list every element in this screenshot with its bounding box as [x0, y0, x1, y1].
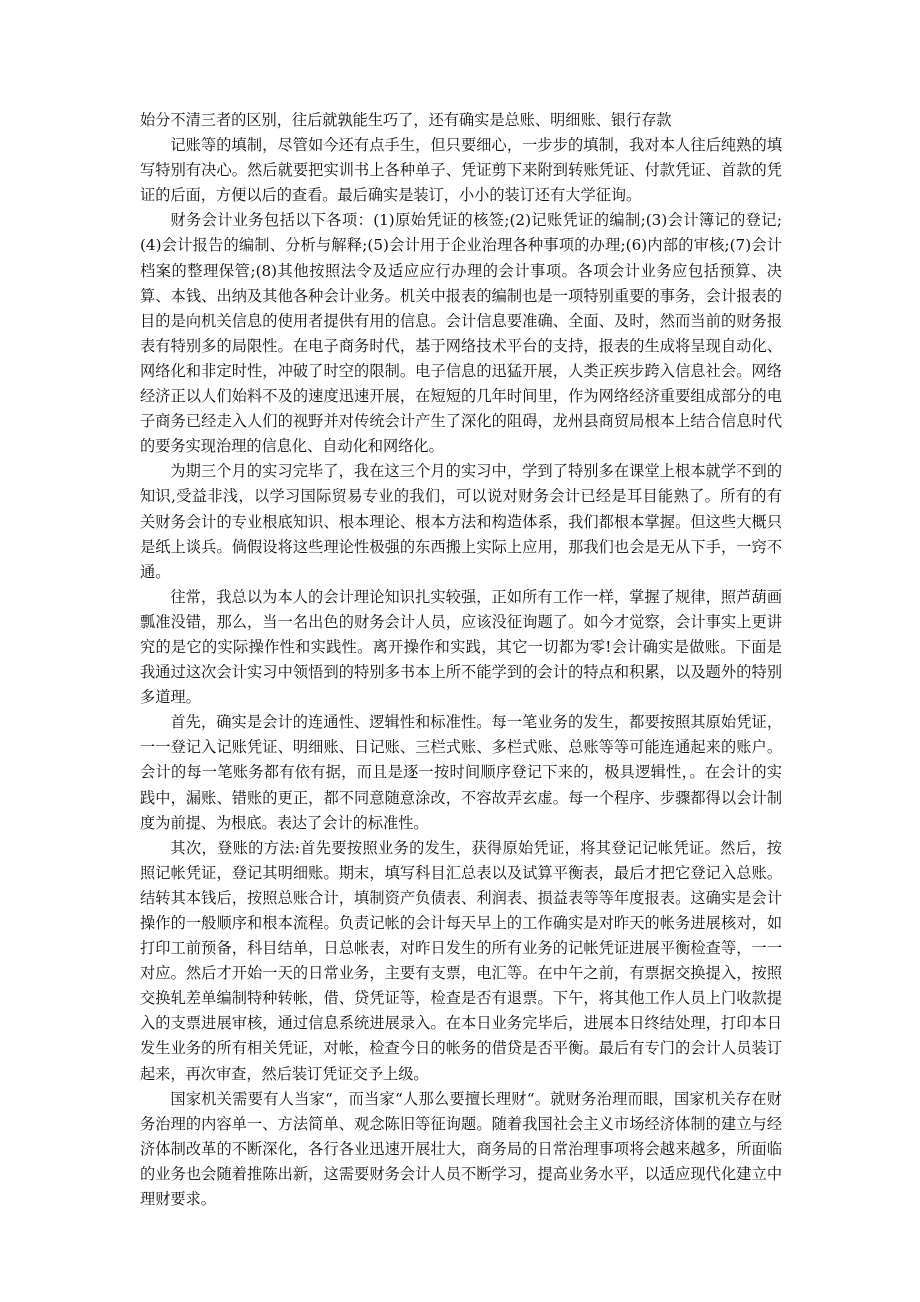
document-body	[140, 108, 782, 1212]
paragraph-5: 往常，我总以为本人的会计理论知识扎实较强，正如所有工作一样，掌握了规律，照芦葫画瓢准没错，那么，当一名出色的财务会计人员，应该没征询题了。如今才觉察，会计事实上更讲究的是它的实际操作性和实践性。离开操作和实践，其它一切都为零!会计确实是做账。下面是我通过这次会计实习中领悟到的特别多书本上所不能学到的会计的特点和积累，以及题外的特别多道理。	[140, 587, 782, 707]
paragraph-6: 首先，确实是会计的连通性、逻辑性和标准性。每一笔业务的发生，都要按照其原始凭证，一一登记入记账凭证、明细账、日记账、三栏式账、多栏式账、总账等等可能连通起来的账户。会计的每一笔账务都有依有据，而且是逐一按时间顺序登记下来的，极具逻辑性，。在会计的实践中，漏账、错账的更正，都不同意随意涂改，不容故弄玄虚。每一个程序、步骤都得以会计制度为前提、为根底。表达了会计的标准性。	[140, 713, 782, 832]
paragraph-8: 国家机关需要有人当家“，而当家“人那么要擅长理财“。就财务治理而眼，国家机关存在财务治理的内容单一、方法简单、观念陈旧等征询题。随着我国社会主义市场经济体制的建立与经济体制改革的不断深化，各行各业迅速开展壮大，商务局的日常治理事项将会越来越多，所面临的业务也会随着推陈出新，这需要财务会计人员不断学习，提高业务水平，以适应现代化建立中理财要求。	[140, 1089, 782, 1209]
paragraph-3: 财务会计业务包括以下各项：(1)原始凭证的核签;(2)记账凭证的编制;(3)会计簿记的登记;(4)会计报告的编制、分析与解释;(5)会计用于企业治理各种事项的办理;(6)内部的审核;(7)会计档案的整理保管;(8)其他按照法令及适应应行办理的会计事项。各项会计业务应包括预算、决算、本钱、出纳及其他各种会计业务。机关中报表的编制也是一项特别重要的事务，会计报表的目的是向机关信息的使用者提供有用的信息。会计信息要准确、全面、及时，然而当前的财务报表有特别多的局限性。在电子商务时代，基于网络技术平台的支持，报表的生成将呈现自动化、网络化和非定时性，冲破了时空的限制。电子信息的迅猛开展，人类正疾步跨入信息社会。网络经济正以人们始料不及的速度迅速开展，在短短的几年时间里，作为网络经济重要组成部分的电子商务已经走入人们的视野并对传统会计产生了深化的阻碍，龙州县商贸局根本上结合信息时代的要务实现治理的信息化、自动化和网络化。	[140, 211, 782, 456]
paragraph-7: 其次，登账的方法:首先要按照业务的发生，获得原始凭证，将其登记记帐凭证。然后，按照记帐凭证，登记其明细账。期末，填写科目汇总表以及试算平衡表，最后才把它登记入总账。结转其本钱后，按照总账合计，填制资产负债表、利润表、损益表等等年度报表。这确实是会计操作的一般顺序和根本流程。负责记帐的会计每天早上的工作确实是对昨天的帐务进展核对，如打印工前预备，科目结单，日总帐表，对昨日发生的所有业务的记帐凭证进展平衡检查等，一一对应。然后才开始一天的日常业务，主要有支票，电汇等。在中午之前，有票据交换提入，按照交换轧差单编制特种转帐，借、贷凭证等，检查是否有退票。下午，将其他工作人员上门收款提入的支票进展审核，通过信息系统进展录入。在本日业务完毕后，进展本日终结处理，打印本日发生业务的所有相关凭证，对帐，检查今日的帐务的借贷是否平衡。最后有专门的会计人员装订起来，再次审查，然后装订凭证交予上级。	[140, 838, 782, 1083]
paragraph-1: 始分不清三者的区别，往后就孰能生巧了，还有确实是总账、明细账、银行存款	[140, 111, 672, 129]
paragraph-4: 为期三个月的实习完毕了，我在这三个月的实习中，学到了特别多在课堂上根本就学不到的知识,受益非浅，以学习国际贸易专业的我们，可以说对财务会计已经是耳目能熟了。所有的有关财务会计的专业根底知识、根本理论、根本方法和构造体系，我们都根本掌握。但这些大概只是纸上谈兵。倘假设将这些理论性极强的东西搬上实际上应用，那我们也会是无从下手，一窍不通。	[140, 462, 782, 581]
paragraph-2: 记账等的填制，尽管如今还有点手生，但只要细心，一步步的填制，我对本人往后纯熟的填写特别有决心。然后就要把实训书上各种单子、凭证剪下来附到转账凭证、付款凭证、首款的凭证的后面，方便以后的查看。最后确实是装订，小小的装订还有大学征询。	[140, 136, 782, 205]
